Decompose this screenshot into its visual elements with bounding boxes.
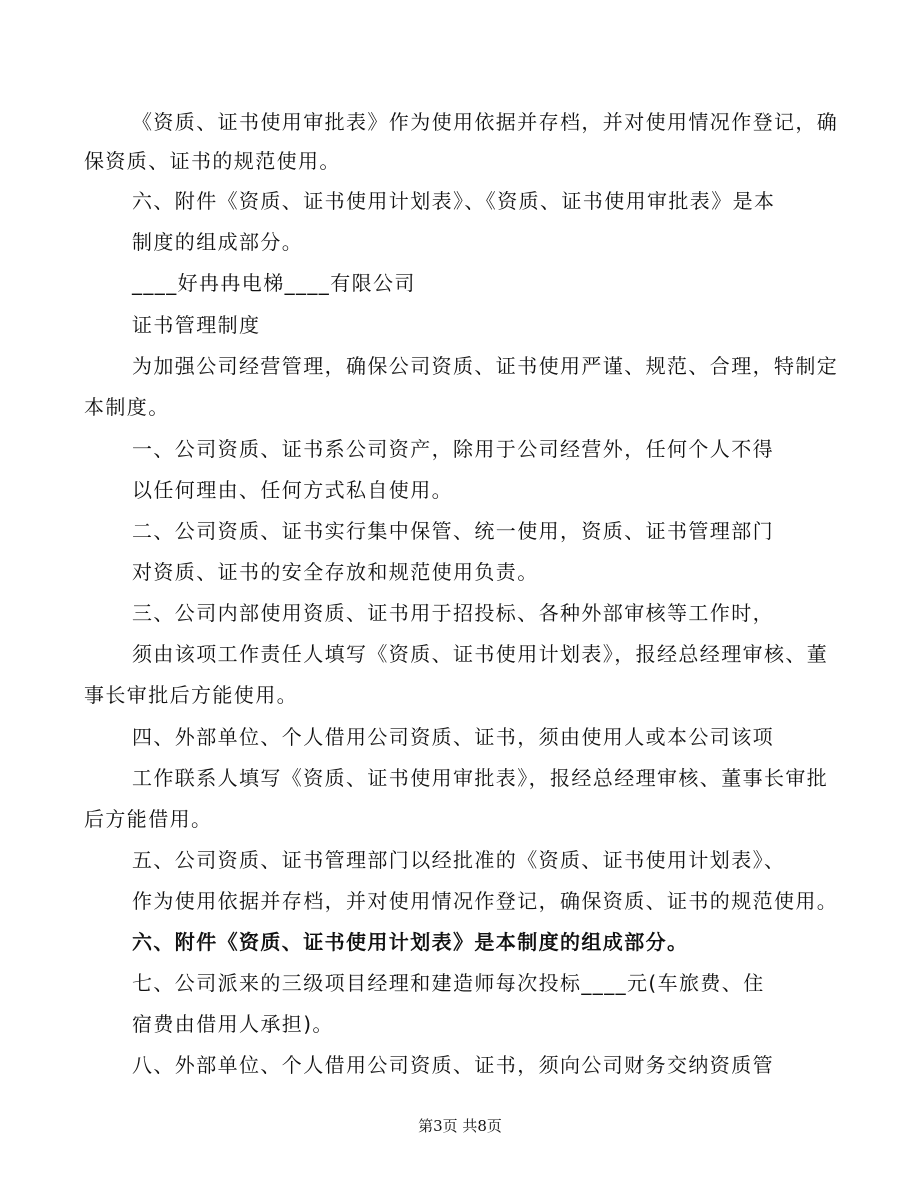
article-three-line-3: 事长审批后方能使用。 xyxy=(84,683,298,707)
intro-line-2: 本制度。 xyxy=(84,395,170,419)
article-one-line-2: 以任何理由、任何方式私自使用。 xyxy=(132,478,453,502)
article-eight-line-1: 八、外部单位、个人借用公司资质、证书，须向公司财务交纳资质管 xyxy=(132,1053,774,1077)
article-three-line-1: 三、公司内部使用资质、证书用于招投标、各种外部审核等工作时， xyxy=(132,601,774,625)
article-two-line-2: 对资质、证书的安全存放和规范使用负责。 xyxy=(132,560,539,584)
section-six-heading-line: 六、附件《资质、证书使用计划表》、《资质、证书使用审批表》是本 xyxy=(132,189,776,213)
article-three-line-2: 须由该项工作责任人填写《资质、证书使用计划表》，报经总经理审核、董 xyxy=(132,642,829,666)
article-one-line-1: 一、公司资质、证书系公司资产，除用于公司经营外，任何个人不得 xyxy=(132,437,774,461)
paragraph-line-2: 保资质、证书的规范使用。 xyxy=(84,149,341,173)
paragraph-line-4: 制度的组成部分。 xyxy=(132,230,304,254)
intro-line-1: 为加强公司经营管理，确保公司资质、证书使用严谨、规范、合理，特制定 xyxy=(132,354,839,378)
article-five-line-1: 五、公司资质、证书管理部门以经批准的《资质、证书使用计划表》、 xyxy=(132,848,786,872)
article-four-line-2: 工作联系人填写《资质、证书使用审批表》，报经总经理审核、董事长审批 xyxy=(132,766,829,790)
article-seven-line-1: 七、公司派来的三级项目经理和建造师每次投标____元(车旅费、住 xyxy=(132,971,765,995)
article-four-line-3: 后方能借用。 xyxy=(84,807,213,831)
article-seven-line-2: 宿费由借用人承担)。 xyxy=(132,1012,334,1036)
article-five-line-2: 作为使用依据并存档，并对使用情况作登记，确保资质、证书的规范使用。 xyxy=(132,889,839,913)
page-number-footer: 第3页 共8页 xyxy=(418,1117,502,1135)
document-title: 证书管理制度 xyxy=(132,313,261,337)
article-two-line-1: 二、公司资质、证书实行集中保管、统一使用，资质、证书管理部门 xyxy=(132,519,774,543)
article-four-line-1: 四、外部单位、个人借用公司资质、证书，须由使用人或本公司该项 xyxy=(132,725,774,749)
company-name-line: ____好冉冉电梯____有限公司 xyxy=(132,271,416,295)
article-six-line: 六、附件《资质、证书使用计划表》是本制度的组成部分。 xyxy=(132,930,689,954)
paragraph-line-1: 《资质、证书使用审批表》作为使用依据并存档，并对使用情况作登记，确 xyxy=(132,110,839,134)
